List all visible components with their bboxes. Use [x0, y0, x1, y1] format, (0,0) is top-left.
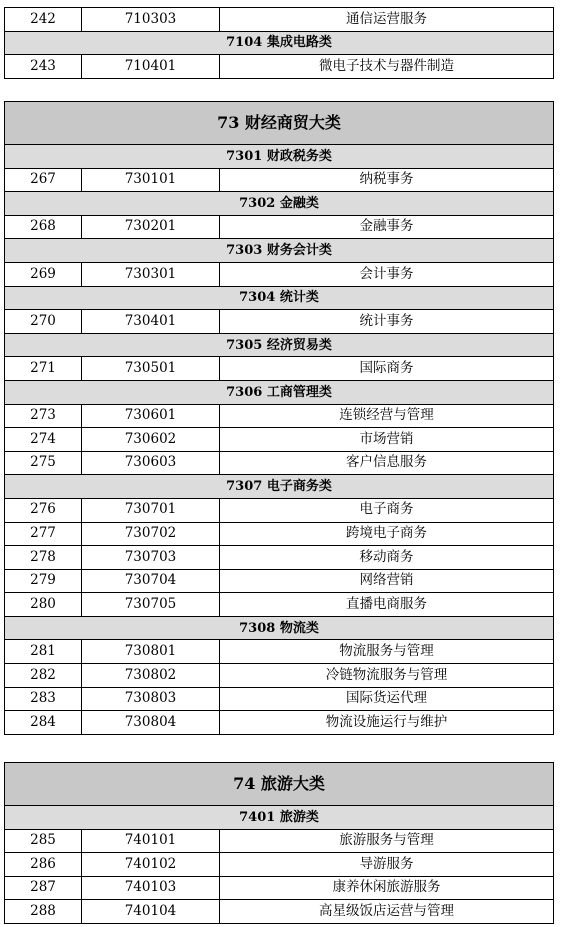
table-row	[5, 546, 554, 570]
table-row	[5, 876, 554, 900]
subcategory-header-row	[5, 239, 554, 263]
table-row	[5, 310, 554, 334]
major-code-cell: 730602	[82, 428, 220, 452]
category-header-row	[5, 102, 554, 145]
serial-number-cell: 288	[5, 900, 82, 924]
major-name-cell: 微电子技术与器件制造	[220, 55, 554, 79]
subcategory-title: 7308 物流类	[5, 616, 554, 640]
subcategory-title: 7302 金融类	[5, 192, 554, 216]
subcategory-header-row	[5, 31, 554, 55]
major-code-cell: 730705	[82, 593, 220, 617]
major-name-cell: 直播电商服务	[220, 593, 554, 617]
subcategory-title: 7307 电子商务类	[5, 475, 554, 499]
major-code-cell: 730301	[82, 262, 220, 286]
table-row	[5, 687, 554, 711]
subcategory-header-row	[5, 806, 554, 830]
table-row	[5, 853, 554, 877]
table-row	[5, 262, 554, 286]
table-row	[5, 168, 554, 192]
serial-number-cell: 271	[5, 357, 82, 381]
major-name-cell: 高星级饭店运营与管理	[220, 900, 554, 924]
major-code-cell: 730704	[82, 569, 220, 593]
major-code-cell: 740103	[82, 876, 220, 900]
table-row	[5, 498, 554, 522]
subcategory-title: 7306 工商管理类	[5, 380, 554, 404]
table-row	[5, 215, 554, 239]
major-name-cell: 市场营销	[220, 428, 554, 452]
serial-number-cell: 270	[5, 310, 82, 334]
major-code-cell: 730201	[82, 215, 220, 239]
serial-number-cell: 286	[5, 853, 82, 877]
subcategory-title: 7303 财务会计类	[5, 239, 554, 263]
subcategory-header-row	[5, 616, 554, 640]
subcategory-header-row	[5, 145, 554, 169]
serial-number-cell: 277	[5, 522, 82, 546]
table-row	[5, 522, 554, 546]
major-name-cell: 连锁经营与管理	[220, 404, 554, 428]
table-row	[5, 428, 554, 452]
major-code-cell: 730702	[82, 522, 220, 546]
table-row	[5, 404, 554, 428]
major-name-cell: 通信运营服务	[220, 8, 554, 32]
serial-number-cell: 268	[5, 215, 82, 239]
serial-number-cell: 285	[5, 829, 82, 853]
majors-table-74	[4, 762, 554, 924]
subcategory-header-row	[5, 286, 554, 310]
major-code-cell: 730401	[82, 310, 220, 334]
major-name-cell: 跨境电子商务	[220, 522, 554, 546]
category-header-row	[5, 763, 554, 806]
subcategory-title: 7401 旅游类	[5, 806, 554, 830]
serial-number-cell: 279	[5, 569, 82, 593]
major-name-cell: 会计事务	[220, 262, 554, 286]
serial-number-cell: 275	[5, 451, 82, 475]
major-name-cell: 导游服务	[220, 853, 554, 877]
serial-number-cell: 287	[5, 876, 82, 900]
major-name-cell: 国际商务	[220, 357, 554, 381]
major-code-cell: 730603	[82, 451, 220, 475]
major-name-cell: 冷链物流服务与管理	[220, 664, 554, 688]
subcategory-header-row	[5, 192, 554, 216]
major-code-cell: 730802	[82, 664, 220, 688]
subcategory-header-row	[5, 333, 554, 357]
major-code-cell: 730801	[82, 640, 220, 664]
major-name-cell: 金融事务	[220, 215, 554, 239]
major-code-cell: 730501	[82, 357, 220, 381]
subcategory-header-row	[5, 380, 554, 404]
major-code-cell: 710401	[82, 55, 220, 79]
major-name-cell: 移动商务	[220, 546, 554, 570]
serial-number-cell: 278	[5, 546, 82, 570]
table-row	[5, 711, 554, 735]
subcategory-title: 7304 统计类	[5, 286, 554, 310]
majors-table-71	[4, 7, 554, 79]
table-row	[5, 900, 554, 924]
major-code-cell: 740102	[82, 853, 220, 877]
major-name-cell: 统计事务	[220, 310, 554, 334]
major-name-cell: 纳税事务	[220, 168, 554, 192]
major-code-cell: 730803	[82, 687, 220, 711]
serial-number-cell: 243	[5, 55, 82, 79]
major-name-cell: 网络营销	[220, 569, 554, 593]
serial-number-cell: 280	[5, 593, 82, 617]
major-name-cell: 物流服务与管理	[220, 640, 554, 664]
table-row	[5, 55, 554, 79]
major-name-cell: 旅游服务与管理	[220, 829, 554, 853]
major-name-cell: 康养休闲旅游服务	[220, 876, 554, 900]
major-code-cell: 730701	[82, 498, 220, 522]
subcategory-header-row	[5, 475, 554, 499]
major-name-cell: 电子商务	[220, 498, 554, 522]
category-title: 74 旅游大类	[5, 763, 554, 806]
subcategory-title: 7301 财政税务类	[5, 145, 554, 169]
serial-number-cell: 276	[5, 498, 82, 522]
table-row	[5, 664, 554, 688]
subcategory-title: 7305 经济贸易类	[5, 333, 554, 357]
table-row	[5, 829, 554, 853]
serial-number-cell: 281	[5, 640, 82, 664]
serial-number-cell: 269	[5, 262, 82, 286]
major-name-cell: 物流设施运行与维护	[220, 711, 554, 735]
table-row	[5, 451, 554, 475]
subcategory-title: 7104 集成电路类	[5, 31, 554, 55]
serial-number-cell: 282	[5, 664, 82, 688]
serial-number-cell: 283	[5, 687, 82, 711]
category-title: 73 财经商贸大类	[5, 102, 554, 145]
serial-number-cell: 273	[5, 404, 82, 428]
serial-number-cell: 267	[5, 168, 82, 192]
major-code-cell: 730804	[82, 711, 220, 735]
serial-number-cell: 242	[5, 8, 82, 32]
table-row	[5, 640, 554, 664]
major-code-cell: 730703	[82, 546, 220, 570]
major-name-cell: 国际货运代理	[220, 687, 554, 711]
major-code-cell: 710303	[82, 8, 220, 32]
serial-number-cell: 284	[5, 711, 82, 735]
table-row	[5, 357, 554, 381]
table-row	[5, 569, 554, 593]
major-code-cell: 730101	[82, 168, 220, 192]
major-name-cell: 客户信息服务	[220, 451, 554, 475]
majors-table-73	[4, 101, 554, 735]
major-code-cell: 730601	[82, 404, 220, 428]
table-row	[5, 8, 554, 32]
serial-number-cell: 274	[5, 428, 82, 452]
major-code-cell: 740101	[82, 829, 220, 853]
table-row	[5, 593, 554, 617]
major-code-cell: 740104	[82, 900, 220, 924]
